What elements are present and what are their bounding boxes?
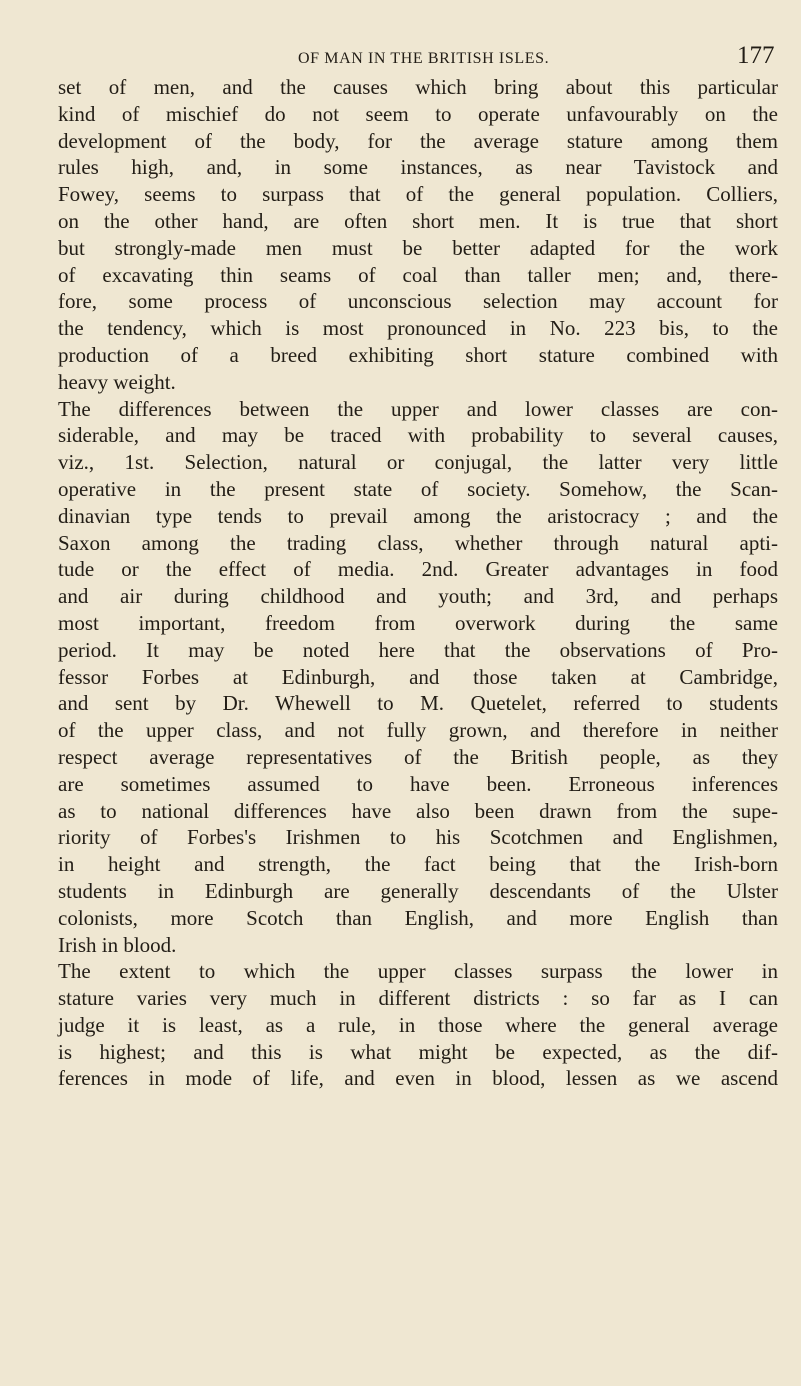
text-line: rules high, and, in some instances, as near Tavistock and [58, 155, 778, 180]
text-line: of excavating thin seams of coal than taller men; and, there- [58, 262, 778, 287]
text-line: The differences between the upper and lower classes are con- [58, 396, 778, 421]
text-line: and sent by Dr. Whewell to M. Quetelet, referred to students [58, 691, 778, 716]
text-line: Saxon among the trading class, whether through natural apti- [58, 530, 778, 555]
text-line: operative in the present state of society. Somehow, the Scan- [58, 476, 778, 501]
text-line: tude or the effect of media. 2nd. Greater advantages in food [58, 557, 778, 582]
page-number: 177 [737, 42, 775, 69]
text-line: Irish in blood. [58, 932, 177, 957]
text-line: students in Edinburgh are generally descendants of the Ulster [58, 878, 778, 903]
text-line: ferences in mode of life, and even in blood, lessen as we ascend [58, 1066, 778, 1091]
text-line: stature varies very much in different districts : so far as I can [58, 986, 778, 1011]
text-line: is highest; and this is what might be expected, as the dif- [58, 1039, 778, 1064]
text-line: colonists, more Scotch than English, and more English than [58, 905, 778, 930]
text-line: in height and strength, the fact being that the Irish-born [58, 852, 778, 877]
text-line: and air during childhood and youth; and 3rd, and perhaps [58, 584, 778, 609]
text-line: Fowey, seems to surpass that of the general population. Colliers, [58, 182, 778, 207]
text-line: on the other hand, are often short men. It is true that short [58, 208, 778, 233]
text-line: fessor Forbes at Edinburgh, and those taken at Cambridge, [58, 664, 778, 689]
text-line: but strongly-made men must be better adapted for the work [58, 235, 778, 260]
text-line: most important, freedom from overwork during the same [58, 610, 778, 635]
text-line: are sometimes assumed to have been. Erroneous inferences [58, 771, 778, 796]
text-line: The extent to which the upper classes surpass the lower in [58, 959, 778, 984]
text-line: heavy weight. [58, 369, 176, 394]
text-line: the tendency, which is most pronounced in No. 223 bis, to the [58, 316, 778, 341]
text-line: judge it is least, as a rule, in those where the general average [58, 1012, 778, 1037]
text-line: production of a breed exhibiting short stature combined with [58, 342, 778, 367]
text-line: as to national differences have also been drawn from the supe- [58, 798, 778, 823]
running-head: OF MAN IN THE BRITISH ISLES. [298, 50, 550, 67]
text-line: fore, some process of unconscious selection may account for [58, 289, 778, 314]
text-line: development of the body, for the average stature among them [58, 128, 778, 153]
text-line: period. It may be noted here that the observations of Pro- [58, 637, 778, 662]
text-line: kind of mischief do not seem to operate unfavourably on the [58, 101, 778, 126]
text-line: respect average representatives of the British people, as they [58, 744, 778, 769]
text-line: dinavian type tends to prevail among the aristocracy ; and the [58, 503, 778, 528]
text-line: riority of Forbes's Irishmen to his Scotchmen and Englishmen, [58, 825, 778, 850]
text-line: siderable, and may be traced with probability to several causes, [58, 423, 778, 448]
body-text [58, 74, 778, 1092]
text-line: set of men, and the causes which bring about this particular [58, 75, 778, 99]
text-line: viz., 1st. Selection, natural or conjugal, the latter very little [58, 450, 778, 475]
text-line: of the upper class, and not fully grown, and therefore in neither [58, 718, 778, 743]
